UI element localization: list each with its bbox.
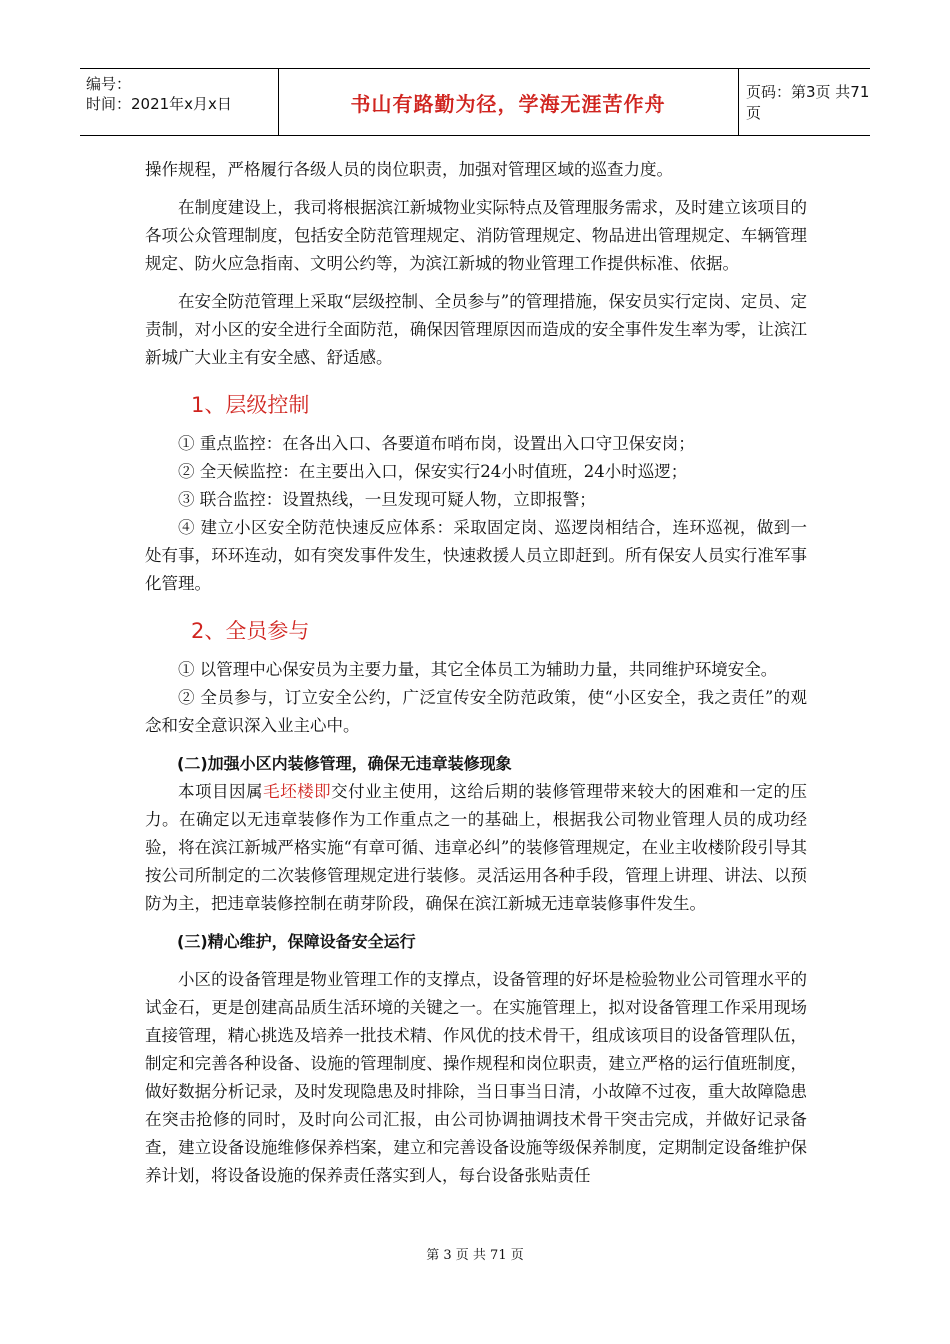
header-page-info: 页码：第3页 共71页 <box>746 83 870 122</box>
document-date-label: 时间：2021年x月x日 <box>86 95 232 113</box>
list-item: ① 以管理中心保安员为主要力量，其它全体员工为辅助力量，共同维护环境安全。 <box>178 660 778 679</box>
list-item: ② 全天候监控：在主要出入口，保安实行24小时值班，24小时巡逻； <box>178 462 688 481</box>
list-item: ② 全员参与，订立安全公约，广泛宣传安全防范政策，使“小区安全，我之责任”的观念和安全意识深入业主心中。 <box>145 688 807 735</box>
highlighted-text: 毛坯楼即 <box>263 782 332 801</box>
text-segment: 本项目因属 <box>178 782 264 801</box>
paragraph-equipment-maintenance: 小区的设备管理是物业管理工作的支撑点，设备管理的好坏是检验物业公司管理水平的试金石，更是创建高品质生活环境的关键之一。在实施管理上，拟对设备管理工作采用现场直接管理，精心挑选及培养一批技术精、作风优的技术骨干，组成该项目的设备管理队伍，制定和完善各种设备、设施的管理制度、操作规程和岗位职责，建立严格的运行值班制度，做好数据分析记录，及时发现隐患及时排除，当日事当日清，小故障不过夜，重大故障隐患在突击抢修的同时，及时向公司汇报，由公司协调抽调技术骨干突击完成，并做好记录备查，建立设备设施维修保养档案，建立和完善设备设施等级保养制度，定期制定设备维护保养计划，将设备设施的保养责任落实到人，每台设备张贴责任 <box>145 970 807 1185</box>
list-item: ① 重点监控：在各出入口、各要道布哨布岗，设置出入口守卫保安岗； <box>178 434 695 453</box>
paragraph-security-management: 在安全防范管理上采取“层级控制、全员参与”的管理措施，保安员实行定岗、定员、定责制，对小区的安全进行全面防范，确保因管理原因而造成的安全事件发生率为零，让滨江新城广大业主有安全感、舒适感。 <box>145 292 807 367</box>
paragraph-decoration-management <box>145 778 807 918</box>
header-meta <box>80 69 279 135</box>
text-segment: 交付业主使用，这给后期的装修管理带来较大的困难和一定的压力。在确定以无违章装修作为工作重点之一的基础上，根据我公司物业管理人员的成功经验，将在滨江新城严格实施“有章可循、违章必纠”的装修管理规定，在业主收楼阶段引导其按公司所制定的二次装修管理规定进行装修。灵活运用各种手段，管理上讲理、讲法、以预防为主，把违章装修控制在萌芽阶段，确保在滨江新城无违章装修事件发生。 <box>145 782 808 913</box>
page-footer: 第 3 页 共 71 页 <box>426 1248 524 1263</box>
list-item: ④ 建立小区安全防范快速反应体系：采取固定岗、巡逻岗相结合，连环巡视，做到一处有事，环环连动，如有突发事件发生，快速救援人员立即赶到。所有保安人员实行准军事化管理。 <box>145 518 807 593</box>
paragraph-continuation: 操作规程，严格履行各级人员的岗位职责，加强对管理区域的巡查力度。 <box>145 160 673 179</box>
page-header <box>80 68 870 136</box>
subheading-equipment-maintenance: (三)精心维护，保障设备安全运行 <box>177 932 416 951</box>
header-motto: 书山有路勤为径，学海无涯苦作舟 <box>278 69 739 135</box>
section-heading-level-control: 1、层级控制 <box>191 393 310 417</box>
section-heading-full-participation: 2、全员参与 <box>191 619 310 643</box>
paragraph-system-building: 在制度建设上，我司将根据滨江新城物业实际特点及管理服务需求，及时建立该项目的各项公众管理制度，包括安全防范管理规定、消防管理规定、物品进出管理规定、车辆管理规定、防火应急指南、文明公约等，为滨江新城的物业管理工作提供标准、依据。 <box>145 198 807 273</box>
document-number-label: 编号： <box>86 75 132 93</box>
list-item: ③ 联合监控：设置热线，一旦发现可疑人物，立即报警； <box>178 490 596 509</box>
subheading-decoration-management: (二)加强小区内装修管理，确保无违章装修现象 <box>177 754 512 773</box>
document-body <box>145 156 807 1190</box>
